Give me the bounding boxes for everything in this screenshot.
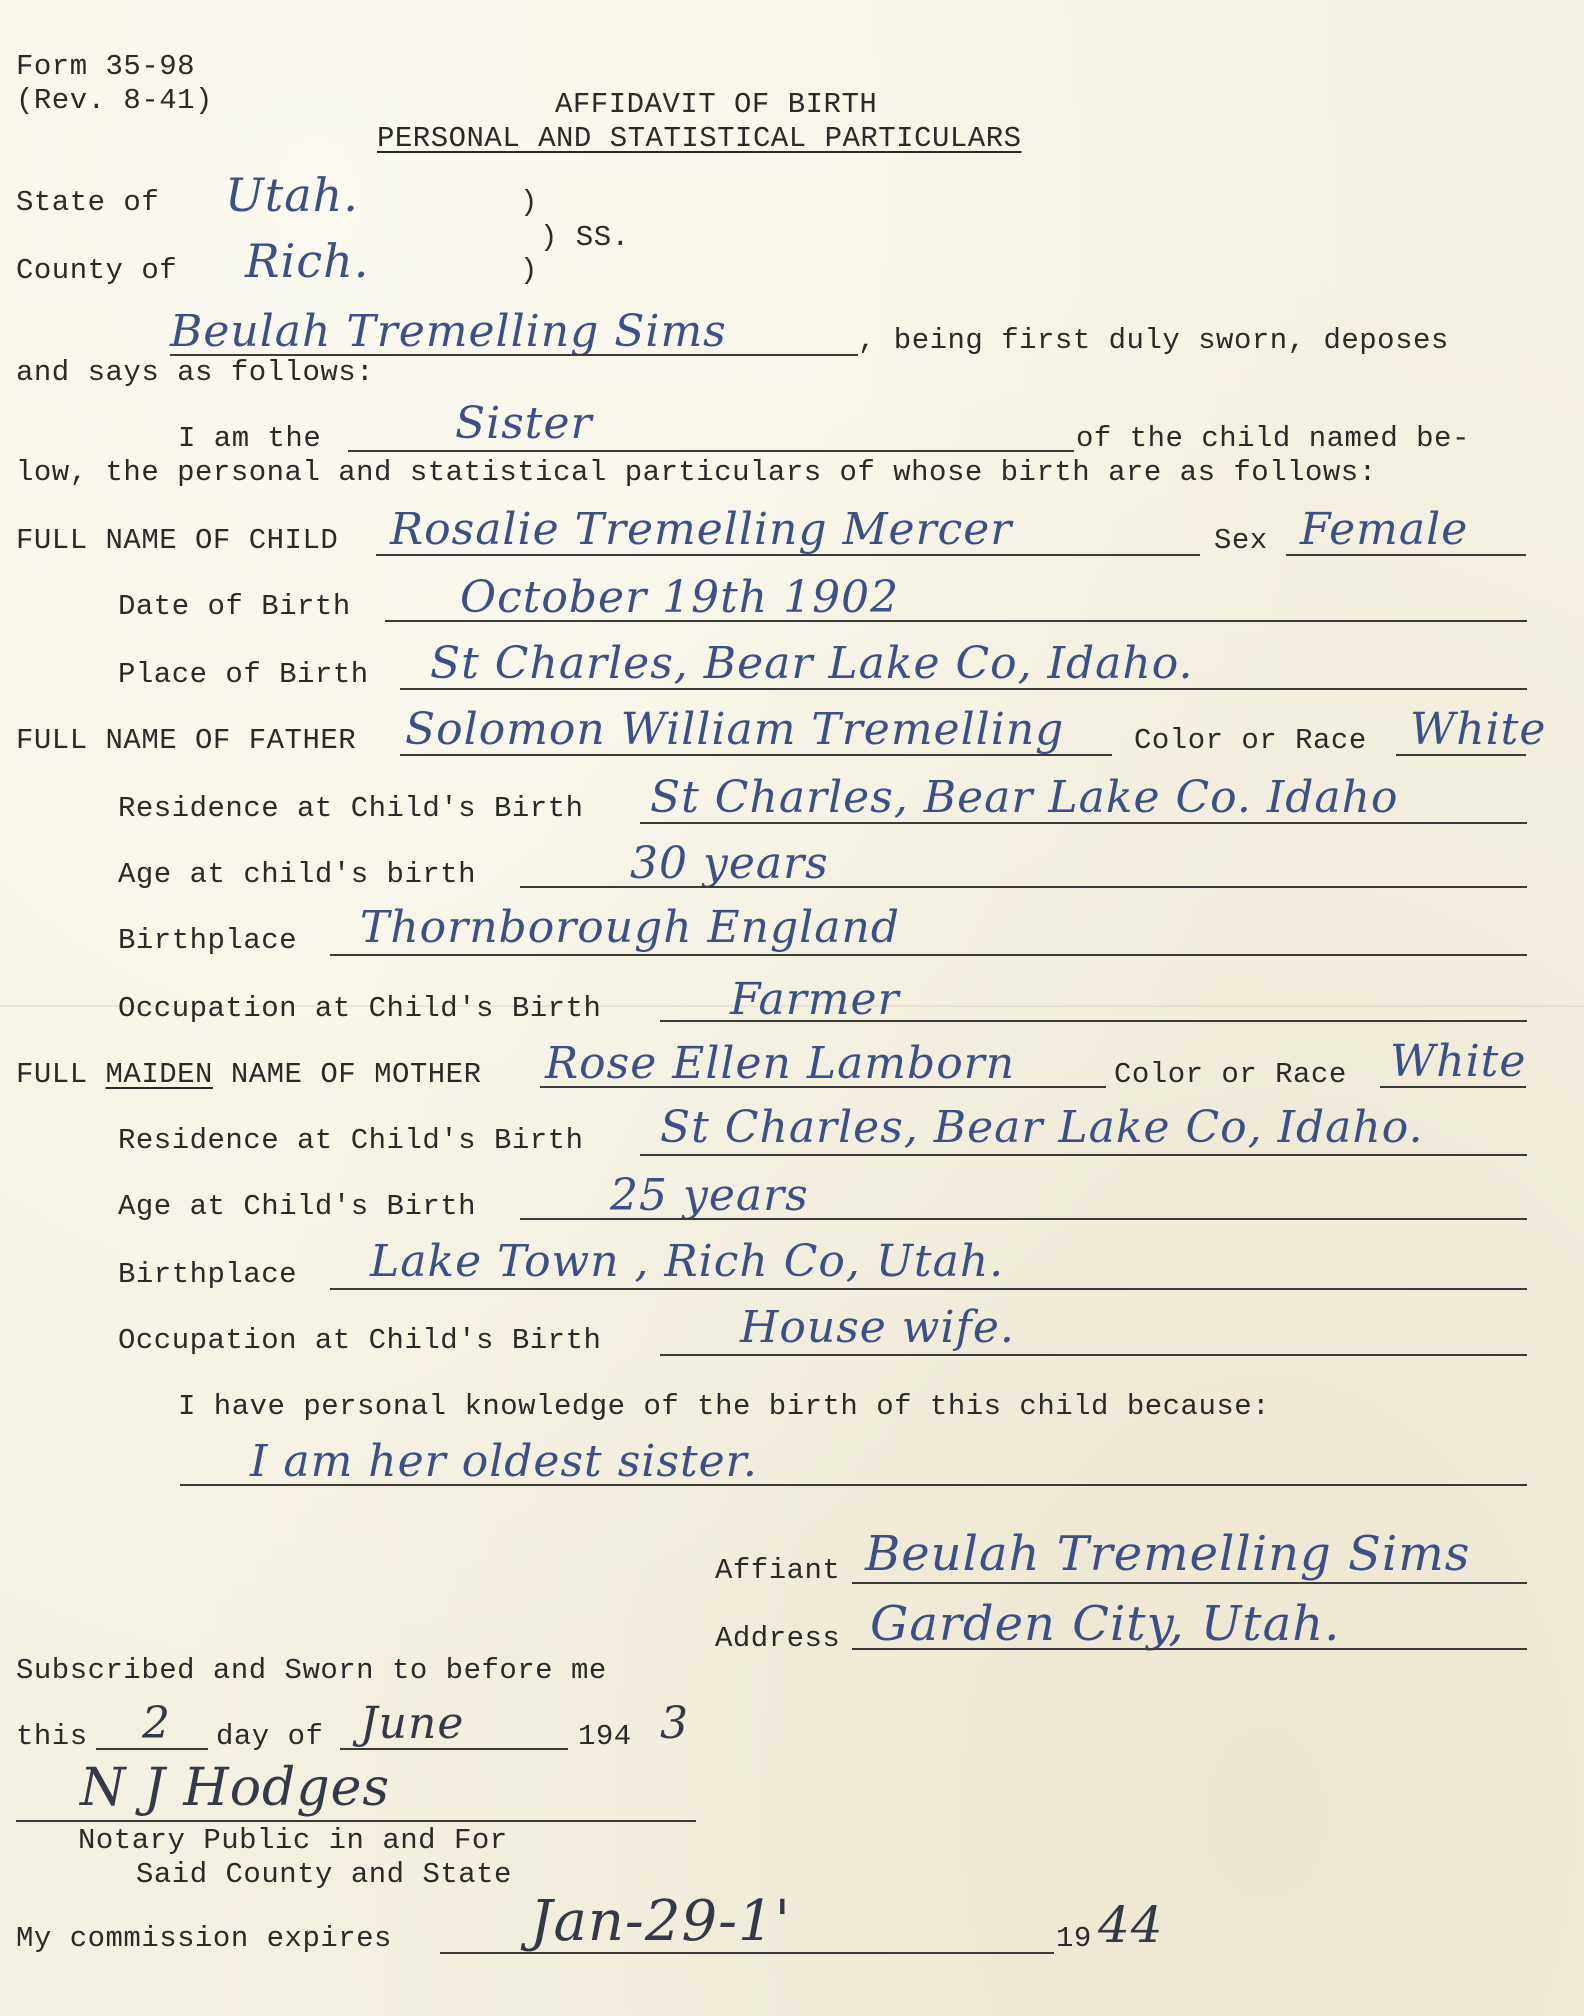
mother-birthplace-line [330,1288,1527,1290]
father-name-label: FULL NAME OF FATHER [16,724,357,757]
dob-label: Date of Birth [118,590,351,623]
commission-year-value: 44 [1098,1896,1164,1954]
venue-ss: ) SS. [540,221,630,254]
form-title: AFFIDAVIT OF BIRTH [555,88,878,121]
father-birthplace-line [330,954,1527,956]
relation-line [348,450,1074,452]
mother-name-label-1: FULL [16,1058,106,1091]
county-value: Rich. [245,234,370,288]
mother-name-label-3: NAME OF MOTHER [212,1058,482,1091]
sex-label: Sex [1214,524,1268,557]
knowledge-line [180,1484,1527,1486]
dob-value: October 19th 1902 [460,572,900,623]
mother-race-line [1380,1086,1526,1088]
state-label: State of [16,186,160,219]
day-of-label: day of [216,1720,324,1753]
mother-age-line [520,1218,1527,1220]
father-birthplace-value: Thornborough England [360,902,900,953]
mother-name-value: Rose Ellen Lamborn [545,1038,1016,1089]
address-label: Address [715,1622,841,1655]
father-residence-value: St Charles, Bear Lake Co. Idaho [650,772,1399,823]
father-race-label: Color or Race [1134,724,1367,757]
form-subtitle: PERSONAL AND STATISTICAL PARTICULARS [377,122,1022,155]
of-child-text: of the child named be- [1076,422,1470,455]
father-name-value: Solomon William Tremelling [405,704,1065,755]
mother-age-label: Age at Child's Birth [118,1190,477,1223]
commission-year-prefix: 19 [1056,1922,1092,1955]
commission-value: Jan-29-1' [530,1889,792,1954]
affiant-label: Affiant [715,1554,841,1587]
child-name-line [376,554,1200,556]
state-value: Utah. [225,168,359,222]
mother-birthplace-value: Lake Town , Rich Co, Utah. [370,1236,1005,1287]
dob-line [385,620,1527,622]
sex-line [1286,554,1526,556]
month-value: June [360,1698,465,1749]
sworn-text-2: and says as follows: [16,356,375,389]
mother-occupation-line [660,1354,1527,1356]
father-age-line [520,886,1527,888]
knowledge-label: I have personal knowledge of the birth of this child because: [178,1390,1271,1423]
affiant-signature: Beulah Tremelling Sims [865,1526,1471,1582]
father-age-value: 30 years [630,838,829,889]
i-am-the-label: I am the [178,422,322,455]
father-residence-line [640,822,1527,824]
father-birthplace-label: Birthplace [118,924,298,957]
child-name-value: Rosalie Tremelling Mercer [390,504,1013,555]
address-line [852,1648,1527,1650]
notary-signature: N J Hodges [80,1758,391,1818]
notary-title-2: Said County and State [136,1858,512,1891]
mother-race-label: Color or Race [1114,1058,1347,1091]
mother-name-label [16,1060,481,1089]
mother-occupation-value: House wife. [740,1302,1015,1353]
sworn-text: , being first duly sworn, deposes [858,324,1449,357]
sex-value: Female [1300,504,1469,555]
father-race-line [1396,754,1526,756]
year-value: 3 [660,1698,689,1749]
this-label: this [16,1720,88,1753]
year-prefix: 194 [578,1720,632,1753]
mother-birthplace-label: Birthplace [118,1258,298,1291]
father-residence-label: Residence at Child's Birth [118,792,584,825]
mother-name-label-maiden: MAIDEN [105,1058,213,1091]
subscribed-text: Subscribed and Sworn to before me [16,1654,607,1687]
day-value: 2 [142,1698,171,1749]
father-occupation-label: Occupation at Child's Birth [118,992,602,1025]
father-age-label: Age at child's birth [118,858,477,891]
particulars-text: low, the personal and statistical particulars of whose birth are as follows: [16,456,1377,489]
mother-residence-line [640,1154,1527,1156]
notary-title-1: Notary Public in and For [78,1824,508,1857]
father-name-line [400,754,1112,756]
month-line [340,1748,568,1750]
mother-age-value: 25 years [610,1170,809,1221]
mother-race-value: White [1390,1036,1527,1087]
venue-paren-3: ) [520,254,538,287]
father-occupation-line [660,1020,1527,1022]
affiant-name: Beulah Tremelling Sims [170,306,727,357]
father-occupation-value: Farmer [730,974,900,1025]
mother-residence-value: St Charles, Bear Lake Co, Idaho. [660,1102,1424,1153]
form-number: Form 35-98 [16,50,196,83]
form-revision: (Rev. 8-41) [16,84,213,117]
knowledge-value: I am her oldest sister. [250,1436,758,1487]
mother-name-line [540,1086,1106,1088]
relation-value: Sister [455,398,593,449]
notary-signature-line [16,1820,696,1822]
day-line [96,1748,208,1750]
commission-line [440,1952,1054,1954]
mother-residence-label: Residence at Child's Birth [118,1124,584,1157]
affiant-signature-line [852,1582,1527,1584]
child-name-label: FULL NAME OF CHILD [16,524,339,557]
county-label: County of [16,254,178,287]
father-race-value: White [1410,704,1547,755]
venue-paren-1: ) [520,186,538,219]
pob-line [400,688,1527,690]
address-value: Garden City, Utah. [870,1596,1341,1652]
pob-label: Place of Birth [118,658,369,691]
commission-label: My commission expires [16,1922,392,1955]
pob-value: St Charles, Bear Lake Co, Idaho. [430,638,1194,689]
mother-occupation-label: Occupation at Child's Birth [118,1324,602,1357]
